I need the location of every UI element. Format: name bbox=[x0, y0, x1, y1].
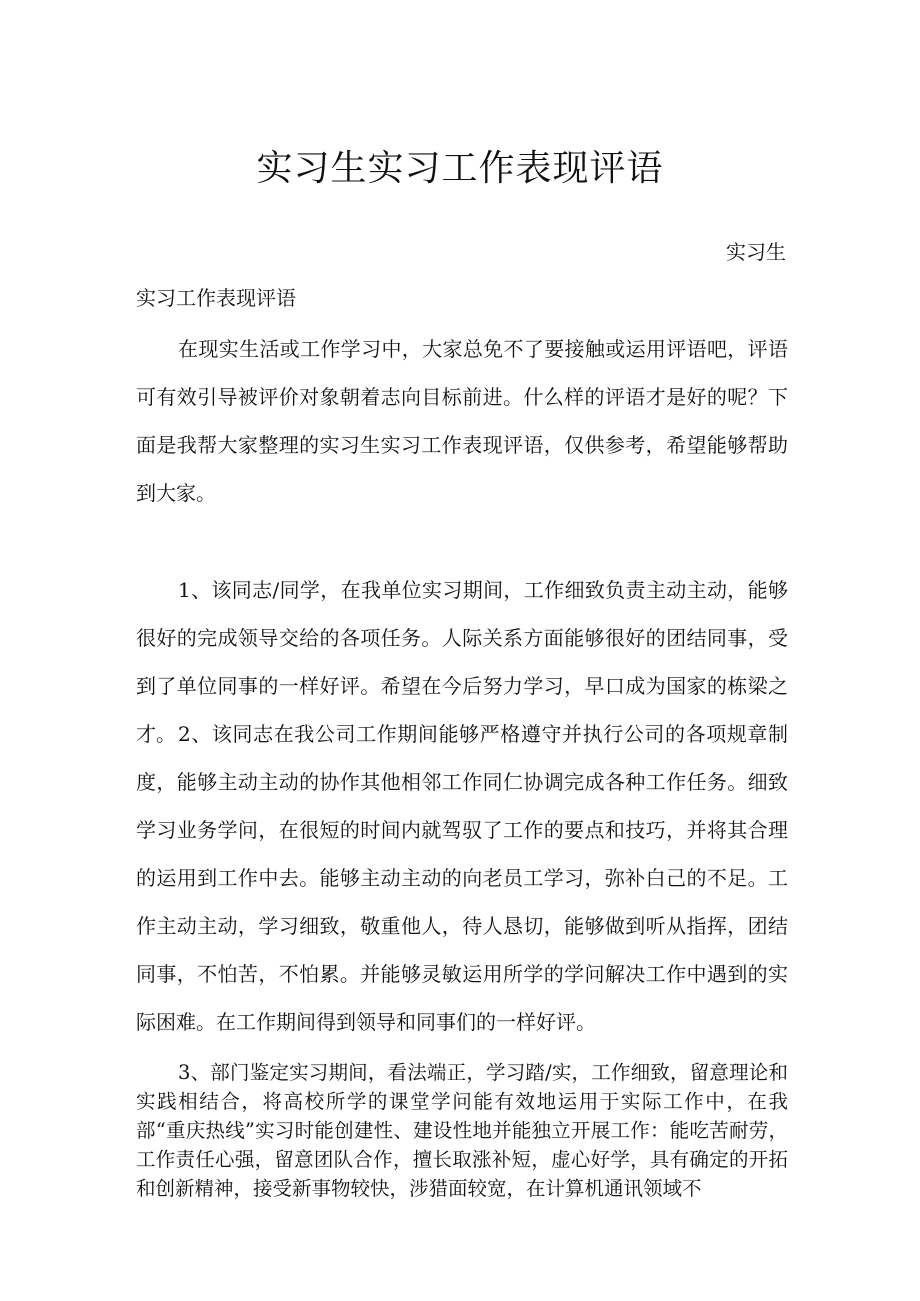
document-title: 实习生实习工作表现评语 bbox=[256, 148, 664, 189]
document-subtitle: 实习工作表现评语 bbox=[136, 286, 296, 310]
author-label: 实习生 bbox=[726, 240, 786, 264]
comment-paragraph-3: 3、部门鉴定实习期间，看法端正，学习踏/实，工作细致，留意理论和实践相结合，将高校所学的课堂学问能有效地运用于实际工作中，在我部“重庆热线”实习时能创建性、建设性地并能独立开展工作：能吃苦耐劳，工作责任心强，留意团队合作，擅长取涨补短，虚心好学，具有确定的开拓和创新精神，接受新事物较快，涉猎面较宽，在计算机通讯领域不 bbox=[136, 1061, 788, 1200]
intro-paragraph: 在现实生活或工作学习中，大家总免不了要接触或运用评语吧，评语可有效引导被评价对象朝着志向目标前进。什么样的评语才是好的呢？下面是我帮大家整理的实习生实习工作表现评语，仅供参考，希望能够帮助到大家。 bbox=[136, 337, 788, 505]
comment-paragraph-1: 1、该同志/同学，在我单位实习期间，工作细致负责主动主动，能够很好的完成领导交给的各项任务。人际关系方面能够很好的团结同事，受到了单位同事的一样好评。希望在今后努力学习，早口成为国家的栋梁之才。 bbox=[136, 578, 788, 746]
comment-paragraph-2: 2、该同志在我公司工作期间能够严格遵守并执行公司的各项规章制度，能够主动主动的协作其他相邻工作同仁协调完成各种工作任务。细致学习业务学问，在很短的时间内就驾驭了工作的要点和技巧，并将其合理的运用到工作中去。能够主动主动的向老员工学习，弥补白己的不足。工作主动主动，学习细致，敬重他人，待人恳切，能够做到听从指挥，团结同事，不怕苦，不怕累。并能够灵敏运用所学的学问解决工作中遇到的实际困难。在工作期间得到领导和同事们的一样好评。 bbox=[136, 722, 788, 1034]
